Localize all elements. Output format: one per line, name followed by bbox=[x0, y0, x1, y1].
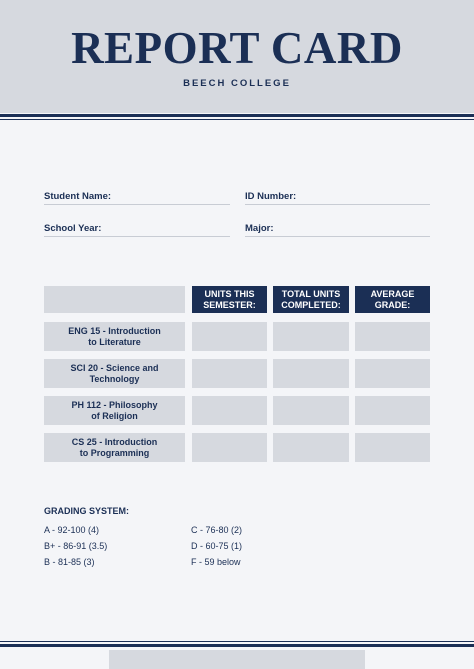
header-average-grade: AVERAGE GRADE: bbox=[355, 286, 430, 313]
table-header-blank-cell bbox=[44, 286, 185, 313]
header-rule-thick bbox=[0, 114, 474, 117]
course-cell: PH 112 - Philosophy of Religion bbox=[44, 396, 185, 425]
course-cell: SCI 20 - Science and Technology bbox=[44, 359, 185, 388]
units-semester-cell bbox=[192, 322, 267, 351]
grading-system-title: GRADING SYSTEM: bbox=[44, 506, 130, 516]
course-cell: CS 25 - Introduction to Programming bbox=[44, 433, 185, 462]
school-year-line bbox=[44, 236, 230, 237]
grade-item: C - 76-80 (2) bbox=[191, 525, 243, 535]
student-name-line bbox=[44, 204, 230, 205]
header-rule-thin bbox=[0, 119, 474, 120]
units-semester-cell bbox=[192, 359, 267, 388]
grade-item: B - 81-85 (3) bbox=[44, 557, 95, 567]
grade-item: B+ - 86-91 (3.5) bbox=[44, 541, 108, 551]
average-grade-cell bbox=[355, 359, 430, 388]
footer-rule-thin bbox=[0, 641, 474, 642]
school-year-label: School Year: bbox=[44, 223, 102, 234]
header-units-semester: UNITS THIS SEMESTER: bbox=[192, 286, 267, 313]
units-semester-cell bbox=[192, 433, 267, 462]
college-name: BEECH COLLEGE bbox=[183, 78, 291, 89]
page-title: REPORT CARD bbox=[71, 23, 403, 73]
student-name-label: Student Name: bbox=[44, 191, 112, 202]
grade-item: F - 59 below bbox=[191, 557, 241, 567]
header-total-units: TOTAL UNITS COMPLETED: bbox=[273, 286, 349, 313]
total-units-cell bbox=[273, 359, 349, 388]
header-band bbox=[0, 0, 474, 113]
grade-item: A - 92-100 (4) bbox=[44, 525, 100, 535]
footer-block bbox=[109, 650, 365, 669]
id-number-label: ID Number: bbox=[245, 191, 297, 202]
average-grade-cell bbox=[355, 433, 430, 462]
course-cell: ENG 15 - Introduction to Literature bbox=[44, 322, 185, 351]
average-grade-cell bbox=[355, 322, 430, 351]
total-units-cell bbox=[273, 396, 349, 425]
footer-rule-thick bbox=[0, 644, 474, 647]
grade-item: D - 60-75 (1) bbox=[191, 541, 243, 551]
total-units-cell bbox=[273, 322, 349, 351]
id-number-line bbox=[245, 204, 430, 205]
average-grade-cell bbox=[355, 396, 430, 425]
units-semester-cell bbox=[192, 396, 267, 425]
total-units-cell bbox=[273, 433, 349, 462]
major-line bbox=[245, 236, 430, 237]
major-label: Major: bbox=[245, 223, 274, 234]
